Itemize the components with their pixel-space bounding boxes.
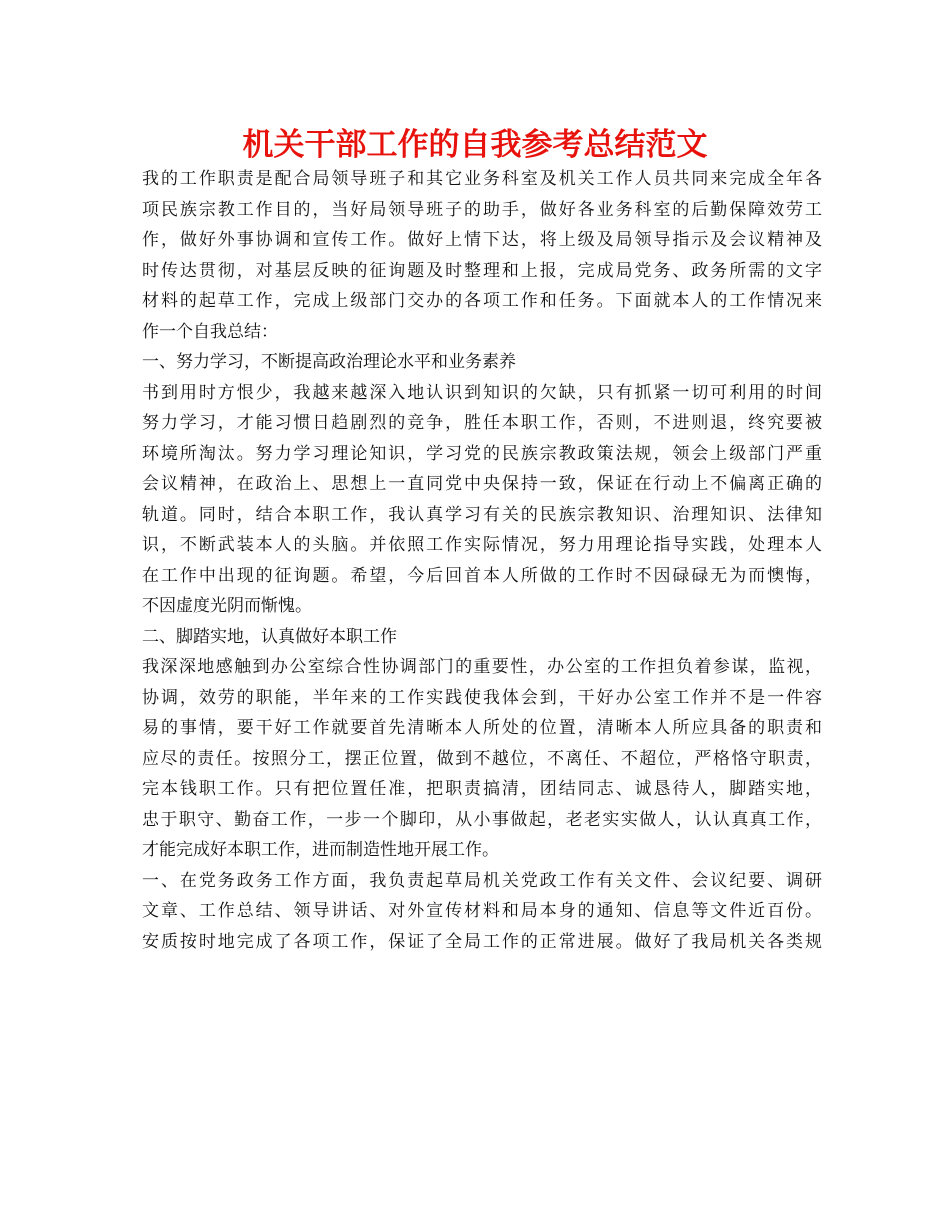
body-line: 材料的起草工作，完成上级部门交办的各项工作和任务。下面就本人的工作情况来 (142, 291, 822, 311)
body-line: 在工作中出现的征询题。希望，今后回首本人所做的工作时不因碌碌无为而懊悔， (142, 565, 822, 586)
body-line: 完本钱职工作。只有把位置任准，把职责搞清，团结同志、诚恳待人，脚踏实地， (142, 779, 822, 799)
body-line: 我深深地感触到办公室综合性协调部门的重要性，办公室的工作担负着参谋，监视， (142, 657, 822, 677)
body-line: 作一个自我总结： (142, 321, 278, 342)
body-line: 书到用时方恨少，我越来越深入地认识到知识的欠缺，只有抓紧一切可利用的时间 (142, 382, 822, 403)
body-line: 我的工作职责是配合局领导班子和其它业务科室及机关工作人员共同来完成全年各 (142, 169, 822, 189)
body-line: 时传达贯彻，对基层反映的征询题及时整理和上报，完成局党务、政务所需的文字 (142, 260, 822, 281)
document-body (142, 164, 822, 957)
body-line: 环境所淘汰。努力学习理论知识，学习党的民族宗教政策法规，领会上级部门严重 (142, 443, 822, 464)
section-heading: 一、努力学习，不断提高政治理论水平和业务素养 (142, 352, 516, 372)
body-line: 才能完成好本职工作，进而制造性地开展工作。 (142, 840, 499, 860)
body-line: 不因虚度光阴而惭愧。 (142, 596, 312, 616)
body-line: 识，不断武装本人的头脑。并依照工作实际情况，努力用理论指导实践，处理本人 (142, 535, 822, 555)
body-line: 项民族宗教工作目的，当好局领导班子的助手，做好各业务科室的后勤保障效劳工 (142, 199, 822, 220)
body-line: 易的事情，要干好工作就要首先清晰本人所处的位置，清晰本人所应具备的职责和 (142, 718, 822, 738)
body-line: 努力学习，才能习惯日趋剧烈的竞争，胜任本职工作，否则，不进则退，终究要被 (142, 413, 822, 433)
body-line: 会议精神，在政治上、思想上一直同党中央保持一致，保证在行动上不偏离正确的 (142, 474, 822, 494)
body-line: 应尽的责任。按照分工，摆正位置，做到不越位，不离任、不超位，严格恪守职责， (142, 748, 822, 769)
document-title: 机关干部工作的自我参考总结范文 (242, 127, 708, 163)
body-line: 忠于职守、勤奋工作，一步一个脚印，从小事做起，老老实实做人，认认真真工作， (142, 809, 822, 830)
body-line: 文章、工作总结、领导讲话、对外宣传材料和局本身的通知、信息等文件近百份。 (142, 901, 822, 921)
body-line: 协调，效劳的职能，半年来的工作实践使我体会到，干好办公室工作并不是一件容 (142, 687, 822, 708)
section-heading: 二、脚踏实地，认真做好本职工作 (142, 626, 397, 647)
body-line: 轨道。同时，结合本职工作，我认真学习有关的民族宗教知识、治理知识、法律知 (142, 504, 822, 525)
body-line: 作，做好外事协调和宣传工作。做好上情下达，将上级及局领导指示及会议精神及 (142, 230, 822, 250)
body-line: 一、在党务政务工作方面，我负责起草局机关党政工作有关文件、会议纪要、调研 (142, 870, 822, 891)
body-line: 安质按时地完成了各项工作，保证了全局工作的正常进展。做好了我局机关各类规 (142, 931, 822, 952)
